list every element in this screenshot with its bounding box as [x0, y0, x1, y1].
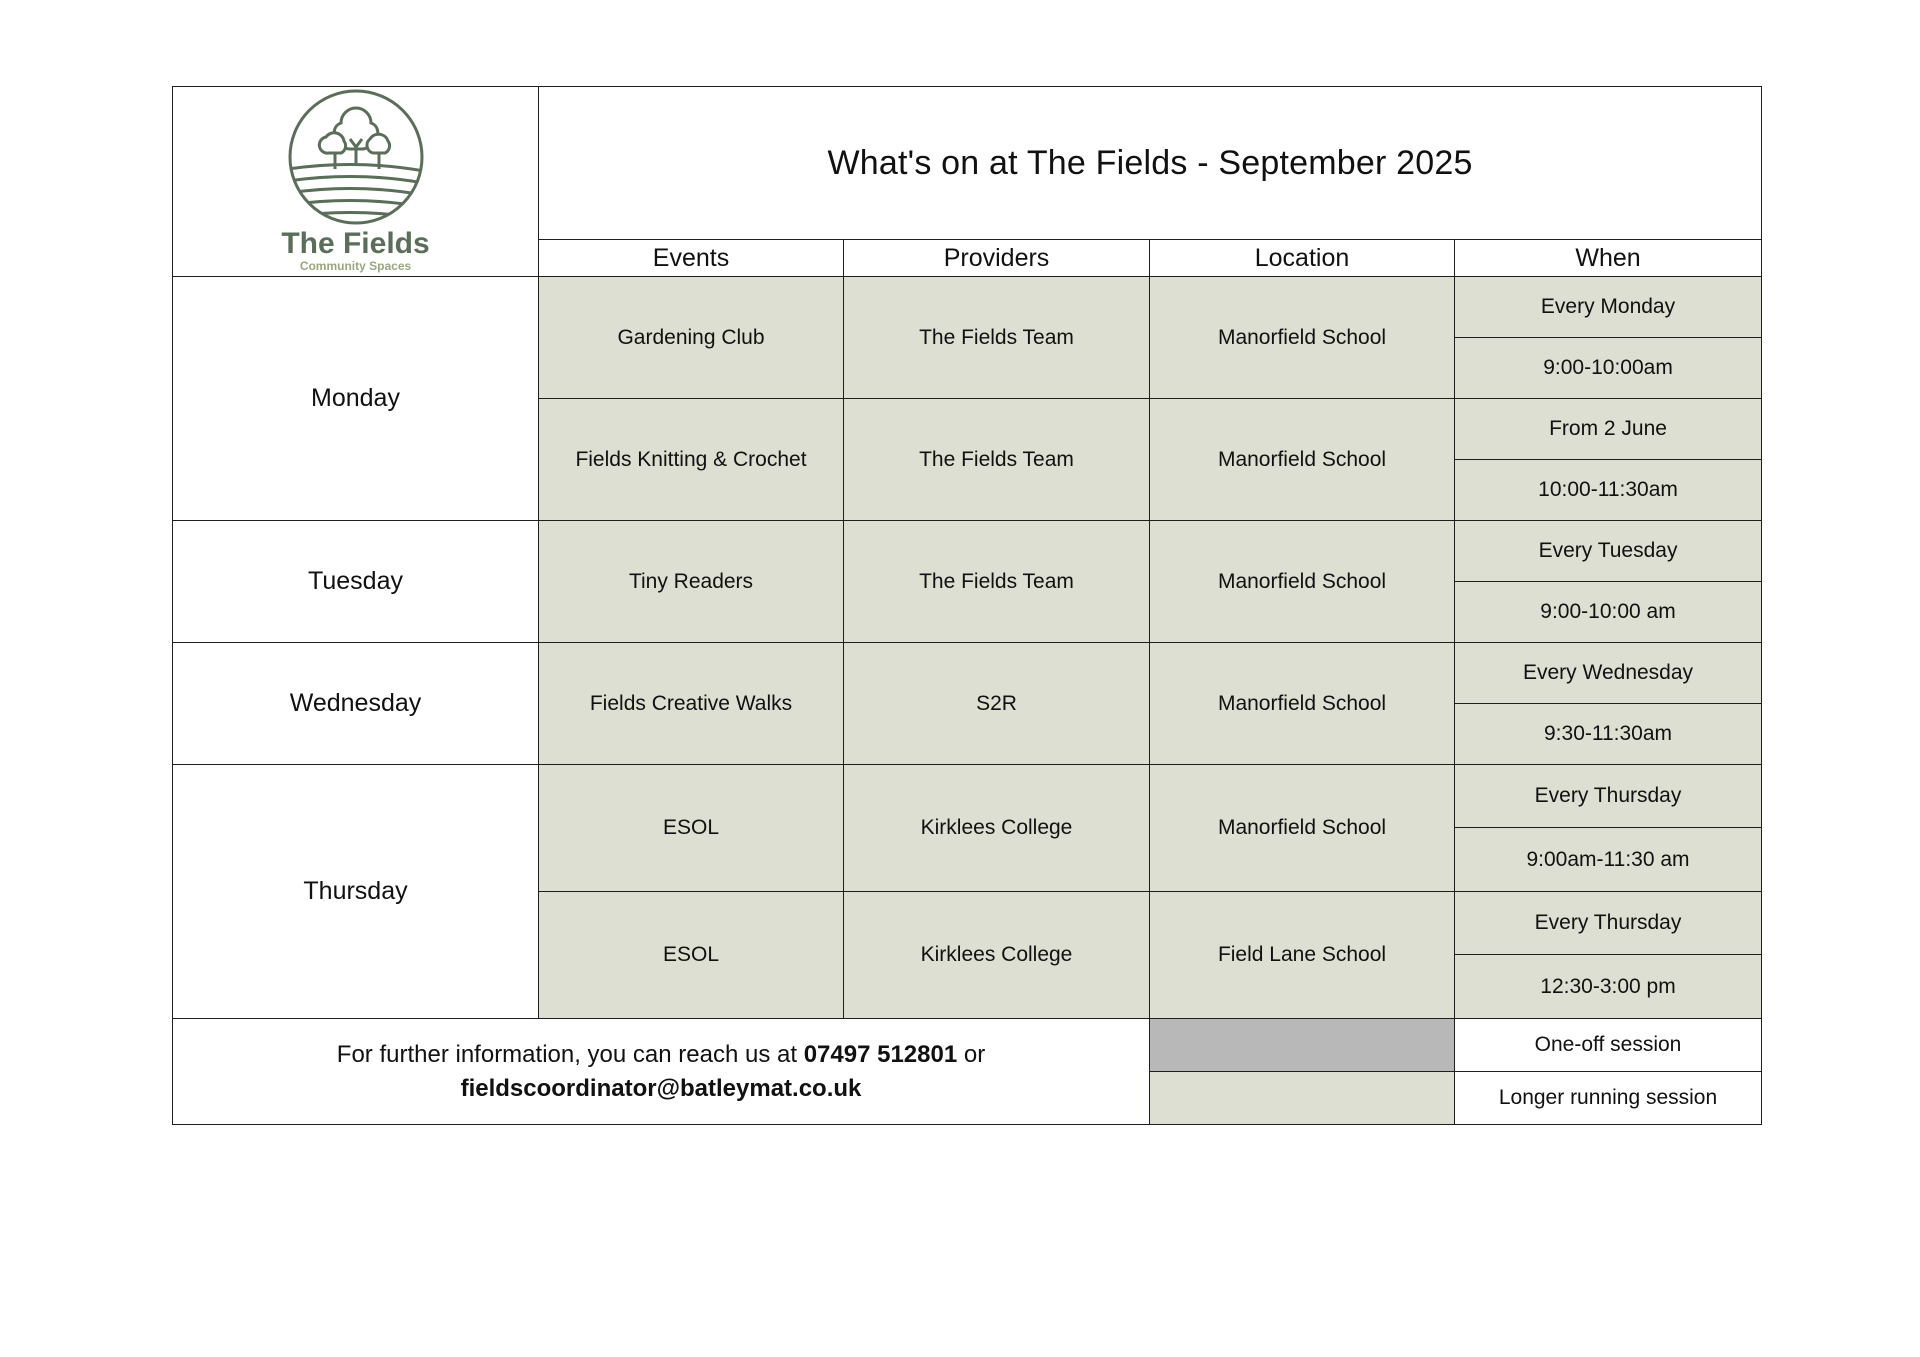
logo-name: The Fields [281, 227, 430, 260]
when-day-cell: Every Wednesday [1455, 643, 1762, 704]
when-day-cell: Every Thursday [1455, 765, 1762, 828]
header-when: When [1455, 240, 1762, 277]
when-time-cell: 12:30-3:00 pm [1455, 955, 1762, 1019]
when-time-cell: 10:00-11:30am [1455, 460, 1762, 521]
day-wednesday: Wednesday [173, 643, 539, 765]
when-day-cell: Every Thursday [1455, 892, 1762, 955]
schedule-table [172, 86, 1762, 1125]
when-time-cell: 9:00-10:00 am [1455, 582, 1762, 643]
table-row [173, 277, 1762, 338]
event-cell: Gardening Club [539, 277, 844, 399]
day-tuesday: Tuesday [173, 521, 539, 643]
header-providers: Providers [844, 240, 1150, 277]
event-cell: Fields Knitting & Crochet [539, 399, 844, 521]
contact-email: fieldscoordinator@batleymat.co.uk [460, 1074, 862, 1102]
location-cell: Manorfield School [1150, 521, 1455, 643]
day-thursday: Thursday [173, 765, 539, 1019]
table-row [173, 643, 1762, 704]
trees-and-field-logo-icon [286, 87, 426, 227]
contact-text: For further information, you can reach us at [336, 1040, 798, 1068]
page-title: What's on at The Fields - September 2025 [539, 87, 1762, 240]
legend-swatch-longer [1150, 1072, 1455, 1125]
when-day-cell: Every Monday [1455, 277, 1762, 338]
location-cell: Manorfield School [1150, 399, 1455, 521]
contact-phone: 07497 512801 [803, 1040, 958, 1068]
location-cell: Manorfield School [1150, 643, 1455, 765]
location-cell: Field Lane School [1150, 892, 1455, 1019]
contact-info [173, 1019, 1150, 1125]
provider-cell: Kirklees College [844, 765, 1150, 892]
event-cell: Fields Creative Walks [539, 643, 844, 765]
header-events: Events [539, 240, 844, 277]
when-time-cell: 9:30-11:30am [1455, 704, 1762, 765]
location-cell: Manorfield School [1150, 277, 1455, 399]
provider-cell: Kirklees College [844, 892, 1150, 1019]
legend-swatch-one-off [1150, 1019, 1455, 1072]
when-time-cell: 9:00-10:00am [1455, 338, 1762, 399]
contact-or: or [963, 1040, 986, 1068]
logo-cell [173, 87, 539, 277]
header-location: Location [1150, 240, 1455, 277]
legend-label-one-off: One-off session [1455, 1019, 1762, 1072]
when-day-cell: From 2 June [1455, 399, 1762, 460]
logo-subtitle: Community Spaces [299, 259, 412, 273]
when-day-cell: Every Tuesday [1455, 521, 1762, 582]
location-cell: Manorfield School [1150, 765, 1455, 892]
table-row [173, 521, 1762, 582]
event-cell: ESOL [539, 765, 844, 892]
provider-cell: S2R [844, 643, 1150, 765]
provider-cell: The Fields Team [844, 521, 1150, 643]
day-monday: Monday [173, 277, 539, 521]
logo [173, 87, 538, 276]
event-cell: Tiny Readers [539, 521, 844, 643]
provider-cell: The Fields Team [844, 399, 1150, 521]
event-cell: ESOL [539, 892, 844, 1019]
provider-cell: The Fields Team [844, 277, 1150, 399]
table-row [173, 765, 1762, 828]
legend-label-longer: Longer running session [1455, 1072, 1762, 1125]
when-time-cell: 9:00am-11:30 am [1455, 828, 1762, 892]
